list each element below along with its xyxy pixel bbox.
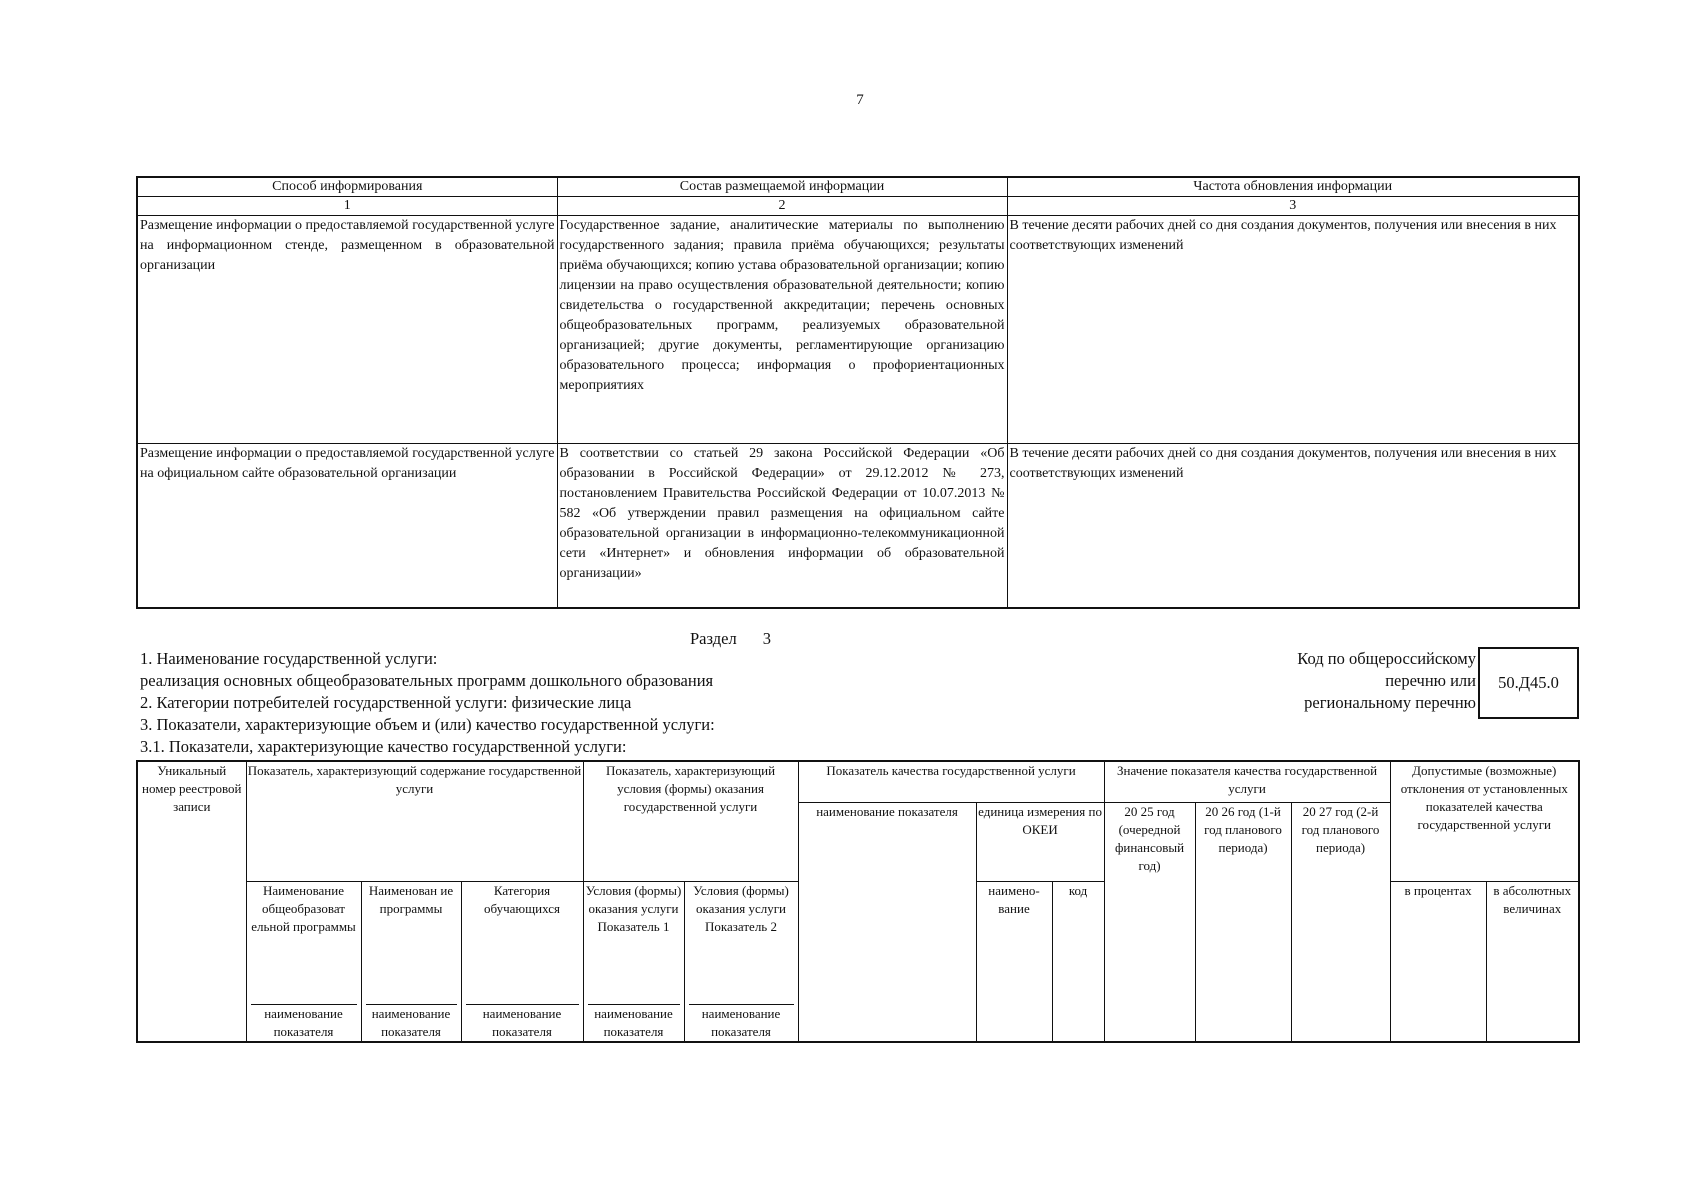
info-table-number-row: [137, 197, 1579, 216]
year-1-header: 20 25 год (очередной финансовый год): [1104, 803, 1195, 1043]
condition-indicator-2: Условия (формы) оказания услуги Показатель 2: [684, 882, 798, 1005]
conditions-indicator-group: Показатель, характеризующий условия (формы) оказания государственной услуги: [583, 761, 798, 882]
section-header: [690, 629, 771, 649]
info-content-cell: Государственное задание, аналитические материалы по выполнению государственного задания; правила приёма обучающихся; результаты приёма обучающихся; копию устава образовательной организации; копию лицензии на право осуществления образовательной деятельности; копию свидетельства о государственной аккредитации; перечень основных общеобразовательных программ, реализуемых образовательной организацией; другие документы, регламентирующие организацию образовательного процесса; информация о профориентационных мероприятиях: [557, 216, 1007, 444]
content-indicator-1: Наименование общеобразоват ельной программы: [246, 882, 361, 1005]
info-frequency-cell: В течение десяти рабочих дней со дня создания документов, получения или внесения в них соответствующих изменений: [1007, 444, 1579, 608]
indicator-name-caption: [583, 1004, 684, 1042]
section-label: Раздел: [690, 629, 737, 648]
content-indicator-group: Показатель, характеризующий содержание государственной услуги: [246, 761, 583, 882]
registry-code-box: 50.Д45.0: [1478, 647, 1579, 719]
quality-indicator-group: Показатель качества государственной услуги: [798, 761, 1104, 803]
quality-indicators-table: [136, 760, 1580, 1043]
header-frequency: Частота обновления информации: [1007, 177, 1579, 197]
code-label: региональному перечню: [1304, 693, 1476, 712]
header-method: Способ информирования: [137, 177, 557, 197]
indicator-name-caption-text: наименование показателя: [588, 1004, 680, 1041]
column-number: 3: [1007, 197, 1579, 216]
indicator-name-caption: [246, 1004, 361, 1042]
consumer-categories: 2. Категории потребителей государственной услуги: физические лица: [140, 693, 632, 712]
code-label: Код по общероссийскому: [1297, 649, 1476, 668]
indicator-name-caption: [461, 1004, 583, 1042]
header-content: Состав размещаемой информации: [557, 177, 1007, 197]
code-label: перечню или: [1385, 671, 1476, 690]
indicator-name-caption-text: наименование показателя: [366, 1004, 457, 1041]
registry-number-header: Уникальный номер реестровой записи: [137, 761, 246, 1042]
deviation-group: Допустимые (возможные) отклонения от установленных показателей качества государственной услуги: [1390, 761, 1579, 882]
page-number: 7: [856, 92, 864, 108]
indicator-name-caption: [684, 1004, 798, 1042]
info-table-row: [137, 444, 1579, 608]
info-method-cell: Размещение информации о предоставляемой государственной услуге на информационном стенде, размещенном в образовательной организации: [137, 216, 557, 444]
info-table-header-row: [137, 177, 1579, 197]
quality-indicators-heading: 3.1. Показатели, характеризующие качество государственной услуги:: [140, 737, 627, 756]
indicator-name-caption-text: наименование показателя: [466, 1004, 579, 1041]
quality-values-group: Значение показателя качества государственной услуги: [1104, 761, 1390, 803]
unit-header: единица измерения по ОКЕИ: [976, 803, 1104, 882]
quality-header-row: [137, 761, 1579, 803]
condition-indicator-1: Условия (формы) оказания услуги Показатель 1: [583, 882, 684, 1005]
column-number: 1: [137, 197, 557, 216]
quality-indicator-name-header: наименование показателя: [798, 803, 976, 1043]
service-name-value: реализация основных общеобразовательных программ дошкольного образования: [140, 671, 714, 690]
info-method-cell: Размещение информации о предоставляемой государственной услуге на официальном сайте образовательной организации: [137, 444, 557, 608]
year-2-header: 20 26 год (1-й год планового периода): [1195, 803, 1291, 1043]
section-number: 3: [762, 629, 771, 648]
indicator-name-caption: [361, 1004, 461, 1042]
deviation-percent-header: в процентах: [1390, 882, 1486, 1043]
information-table: [136, 176, 1580, 609]
info-content-cell: В соответствии со статьей 29 закона Российской Федерации «Об образовании в Российской Федерации» от 29.12.2012 № 273, постановлением Правительства Российской Федерации от 10.07.2013 № 582 «Об утверждении правил размещения на официальном сайте образовательной организации в информационно-телекоммуникационной сети «Интернет» и обновления информации об образовательной организации»: [557, 444, 1007, 608]
service-name-label: 1. Наименование государственной услуги:: [140, 649, 438, 668]
unit-code-header: код: [1052, 882, 1104, 1043]
content-indicator-3: Категория обучающихся: [461, 882, 583, 1005]
year-3-header: 20 27 год (2-й год планового периода): [1291, 803, 1390, 1043]
indicator-name-caption-text: наименование показателя: [251, 1004, 357, 1041]
indicators-heading: 3. Показатели, характеризующие объем и (или) качество государственной услуги:: [140, 715, 715, 734]
unit-name-header: наимено-вание: [976, 882, 1052, 1043]
indicator-name-caption-text: наименование показателя: [689, 1004, 794, 1041]
info-table-row: [137, 216, 1579, 444]
deviation-absolute-header: в абсолютных величинах: [1486, 882, 1579, 1043]
content-indicator-2: Наименован ие программы: [361, 882, 461, 1005]
info-frequency-cell: В течение десяти рабочих дней со дня создания документов, получения или внесения в них соответствующих изменений: [1007, 216, 1579, 444]
column-number: 2: [557, 197, 1007, 216]
